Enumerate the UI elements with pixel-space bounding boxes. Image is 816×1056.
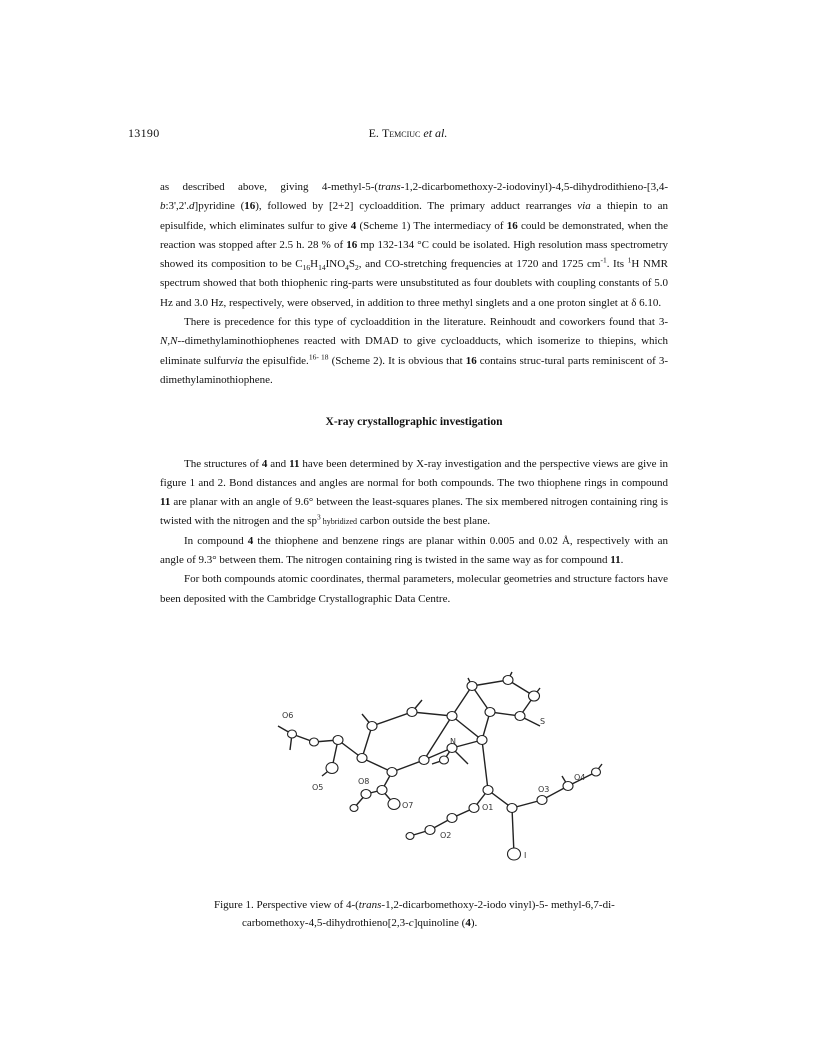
text-run: are planar with an angle of 9.6° between the least-squares planes. The six membered nitrogen containing ring is twisted with the nitrogen and the sp [160,496,668,528]
text-run: ]quinoline ( [413,917,466,929]
bonds [278,672,602,854]
label-n: N [450,737,456,746]
paragraph-xray [160,455,668,532]
compound-ref: 16 [346,238,358,251]
text-run: as described above, giving 4-methyl-5-( [160,181,379,193]
atom-o5 [326,763,338,774]
atom [447,814,457,823]
text-run: ]pyridine ( [194,200,245,213]
running-head-prefix: E. [368,126,382,140]
text-run: -1,2-dicarbomethoxy-2-iodo vinyl)-5- methyl-6,7-di- [381,899,615,911]
label-i: I [524,851,527,860]
atom-s [529,691,540,701]
atom [515,712,525,721]
text-run: -1,2-dicarbomethoxy-2-iodovinyl)-4,5-dihydrodithieno-[3,4- [400,181,668,193]
text-run: trans [358,899,382,911]
atom [440,756,449,764]
compound-ref: 11 [289,457,300,470]
atom-o7 [388,799,400,810]
text-run: a thiepin to an episulfide, which eliminates sulfur to give [160,200,669,232]
paragraph-compound-4 [160,532,668,571]
text-run: ), followed by [2+2] cycloaddition. The primary adduct rearranges [255,200,578,213]
atom [310,738,319,746]
superscript: 1 [627,255,632,265]
atom [467,682,477,691]
text-run: :3',2'. [165,200,190,213]
ring-bonds [372,686,490,740]
atom-labels [282,711,585,860]
text-run: d [189,200,195,213]
text-run: and [267,457,290,470]
molecular-structure-figure [262,668,612,863]
ortep-drawing [262,668,612,863]
text-run: trans [378,181,401,193]
atom-o8 [361,790,371,799]
atom [483,786,493,795]
subscript: 14 [318,263,326,273]
label-o6: O6 [282,711,294,720]
atom-o2 [425,826,435,835]
atom-i [508,848,521,860]
text-run: via [229,354,244,367]
subscript: 2 [355,263,359,273]
compound-ref: 16 [244,200,256,213]
compound-ref: 4 [261,457,268,470]
text-run: the thiophene and benzene rings are planar within 0.005 and 0.02 Å, respectively with an angle of 9.3° between them. The nitrogen containing ring is twisted in the same way as for compound [160,534,668,567]
atom [477,736,487,745]
text-run: b [160,200,166,213]
superscript: 3 [317,512,321,522]
ester-bonds [410,790,488,836]
running-head-author: Temciuc [381,126,421,140]
caption-line-1 [214,896,644,914]
label-s: S [540,717,546,726]
page-number: 13190 [128,126,160,140]
text-run: Figure 1. Perspective view of 4-( [214,899,359,911]
atom [485,708,495,717]
body-text [160,178,668,609]
compound-ref: 16 [506,219,518,232]
atom [503,676,513,685]
thiophene-ring [472,680,534,716]
text-run: could be demonstrated, when the reaction was stopped after 2.5 h. 28 % of [160,219,668,251]
label-o1: O1 [482,803,494,812]
text-run: . Its [606,258,628,271]
text-run: c [408,917,414,929]
atom [406,833,414,840]
text-run: (Scheme 2). It is obvious that [328,354,466,367]
atom-o3 [537,796,547,805]
text-run: have been determined by X-ray investigation and the perspective views are give in figure 1 and 2. Bond distances and angles are normal for both compounds. The two thiophene rings in compound [160,457,668,489]
text-run: , and CO-stretching frequencies at 1720 and 1725 cm [358,258,601,271]
text-run: contains struc-tural parts reminiscent of 3-dimethylaminothiophene. [160,354,668,386]
text-run: ). [470,917,478,929]
paragraph-deposition: For both compounds atomic coordinates, thermal parameters, molecular geometries and structure factors have been deposited with the Cambridge Crystallographic Data Centre. [160,573,668,605]
compound-ref: 16 [465,354,477,367]
atom [377,786,387,795]
paragraph-cycloaddition [160,178,668,313]
label-o7: O7 [402,801,414,810]
text-run: The structures of [184,457,262,470]
text-run: H NMR spectrum showed that both thiophenic ring-parts were unsubstituted as four doublets with coupling constants of 5.0 Hz and 3.0 Hz, respectively, were observed, in addition to three methyl singlets and a one proton singlet at δ 6.10. [160,258,669,309]
atom [357,754,367,763]
text-run: hybridized [320,517,357,527]
atom [350,805,358,812]
atom [507,804,517,813]
atom [288,730,297,738]
text-run: carbomethoxy-4,5-dihydrothieno[2,3- [242,917,409,929]
compound-ref: 4 [465,917,471,929]
superscript: -1 [600,255,607,265]
subscript: 4 [345,263,349,273]
text-run: INO [325,258,346,271]
caption-line-2 [214,914,644,932]
label-o3: O3 [538,785,550,794]
running-head-et-al: et al. [420,126,448,140]
compound-ref: 11 [610,554,621,567]
atom-o4 [563,782,573,791]
subscript: 16 [302,263,311,273]
label-o8: O8 [358,777,370,786]
compound-ref: 4 [247,534,254,547]
atom [447,712,457,721]
label-o2: O2 [440,831,452,840]
section-heading: X-ray crystallographic investigation [325,416,503,429]
text-run: (Scheme 1) The intermediacy of [356,219,507,232]
atom [387,768,397,777]
label-o4: O4 [574,773,586,782]
text-run: mp 132-134 °C could be isolated. High resolution mass spectrometry showed its composition to be C [160,238,668,271]
compound-ref: 4 [350,219,357,232]
atom-o1 [469,804,479,813]
running-head [0,126,816,141]
atom [407,708,417,717]
text-run: the episulfide. [243,354,309,367]
text-run: . [620,554,624,567]
atom [367,722,377,731]
text-run: H [310,258,319,271]
text-run: N,N [160,335,178,348]
figure-caption [214,896,644,932]
atom [592,768,601,776]
text-run: carbon outside the best plane. [357,515,491,528]
text-run: In compound [184,534,248,547]
label-o5: O5 [312,783,324,792]
atom [333,736,343,745]
text-run: There is precedence for this type of cycloaddition in the literature. Reinhoudt and coworkers found that 3- [184,316,668,329]
text-run: --dimethylaminothiophenes reacted with DMAD to give cycloadducts, which isomerize to thiepins, which eliminate sulfur [160,335,668,367]
atom [419,756,429,765]
text-run: via [577,200,591,213]
reference-superscript: 16- 18 [308,352,329,362]
text-run: S [348,258,356,271]
compound-ref: 11 [160,496,171,509]
c-i-bond [512,808,514,854]
paragraph-precedence [160,313,668,390]
